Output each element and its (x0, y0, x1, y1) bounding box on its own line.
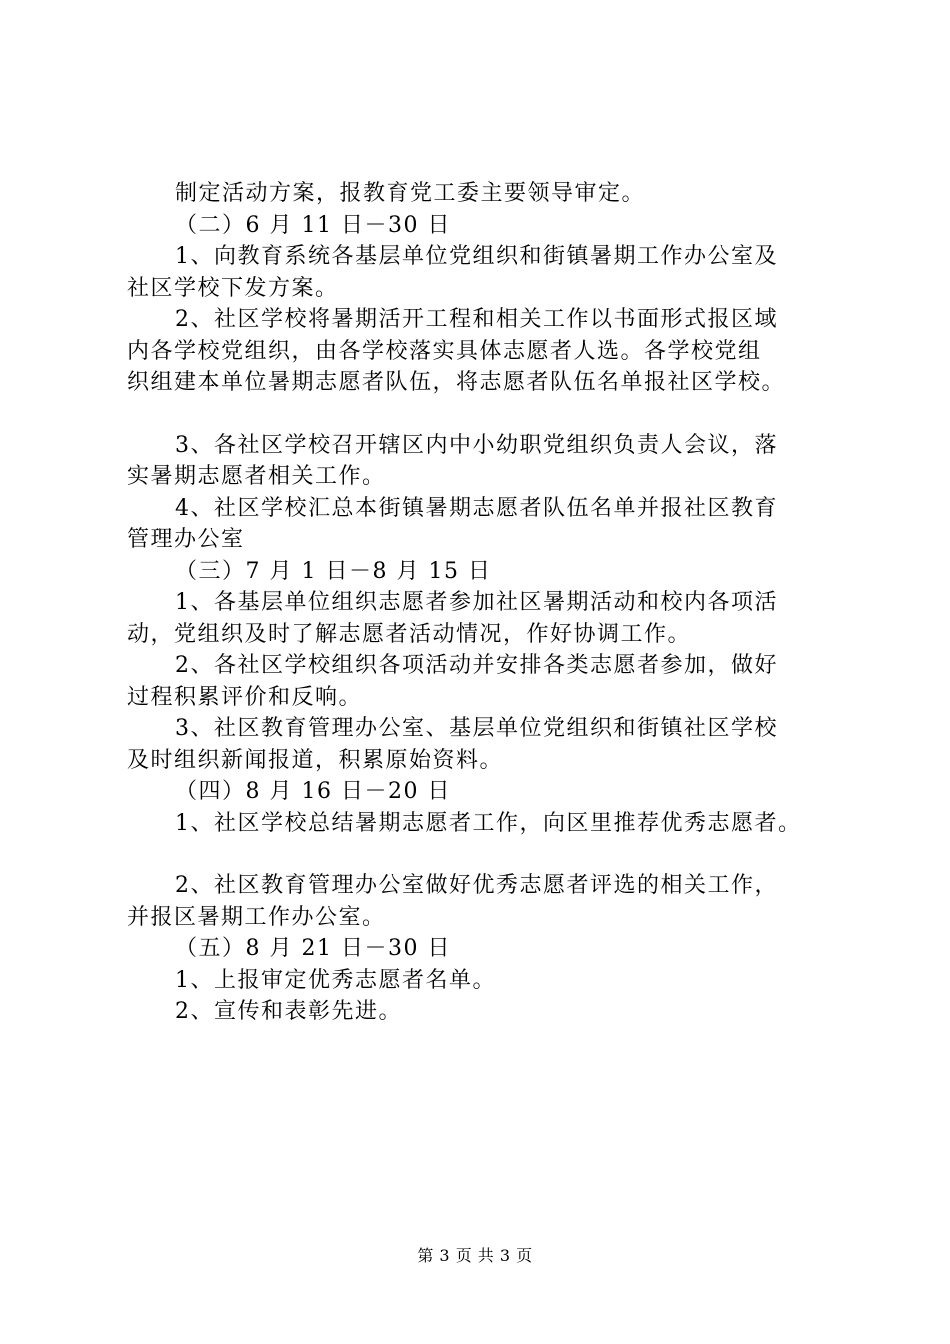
paragraph-line: 实暑期志愿者相关工作。 (127, 464, 386, 489)
paragraph-line: 制定活动方案，报教育党工委主要领导审定。 (175, 181, 646, 206)
paragraph-line: 1、社区学校总结暑期志愿者工作，向区里推荐优秀志愿者。 (175, 810, 802, 836)
paragraph-line: 2、宣传和表彰先进。 (175, 999, 402, 1024)
paragraph-line: 3、社区教育管理办公室、基层单位党组织和街镇社区学校 (175, 716, 778, 741)
blank-line (127, 399, 839, 430)
paragraph-line: 2、各社区学校组织各项活动并安排各类志愿者参加，做好 (175, 653, 778, 678)
paragraph-line: 2、社区学校将暑期活开工程和相关工作以书面形式报区域 (175, 307, 778, 332)
paragraph-line: 4、社区学校汇总本街镇暑期志愿者队伍名单并报社区教育 (175, 495, 778, 521)
paragraph-line: 1、上报审定优秀志愿者名单。 (175, 967, 496, 993)
paragraph-line: 管理办公室 (127, 527, 245, 552)
paragraph-line: 内各学校党组织，由各学校落实具体志愿者人选。各学校党组 (127, 338, 762, 364)
section-heading-3: （三）7 月 1 日－8 月 15 日 (175, 558, 492, 584)
paragraph-line: 织组建本单位暑期志愿者队伍，将志愿者队伍名单报社区学校。 (127, 370, 786, 395)
paragraph-line: 1、向教育系统各基层单位党组织和街镇暑期工作办公室及 (175, 244, 778, 269)
paragraph-line: 社区学校下发方案。 (127, 275, 339, 301)
paragraph-line: 动，党组织及时了解志愿者活动情况，作好协调工作。 (127, 621, 692, 647)
section-heading-5: （五）8 月 21 日－30 日 (175, 936, 451, 961)
paragraph-line: 过程积累评价和反响。 (127, 684, 363, 710)
paragraph-line: 并报区暑期工作办公室。 (127, 904, 386, 930)
section-heading-4: （四）8 月 16 日－20 日 (175, 779, 451, 804)
paragraph-line: 2、社区教育管理办公室做好优秀志愿者评选的相关工作， (175, 873, 778, 898)
page-footer: 第 3 页 共 3 页 (417, 1246, 533, 1265)
paragraph-line: 及时组织新闻报道，积累原始资料。 (127, 747, 504, 773)
blank-line (127, 839, 839, 870)
paragraph-line: 3、各社区学校召开辖区内中小幼职党组织负责人会议，落 (175, 432, 778, 458)
section-heading-2: （二）6 月 11 日－30 日 (175, 212, 451, 238)
paragraph-line: 1、各基层单位组织志愿者参加社区暑期活动和校内各项活 (175, 590, 778, 615)
document-body (127, 178, 839, 1028)
